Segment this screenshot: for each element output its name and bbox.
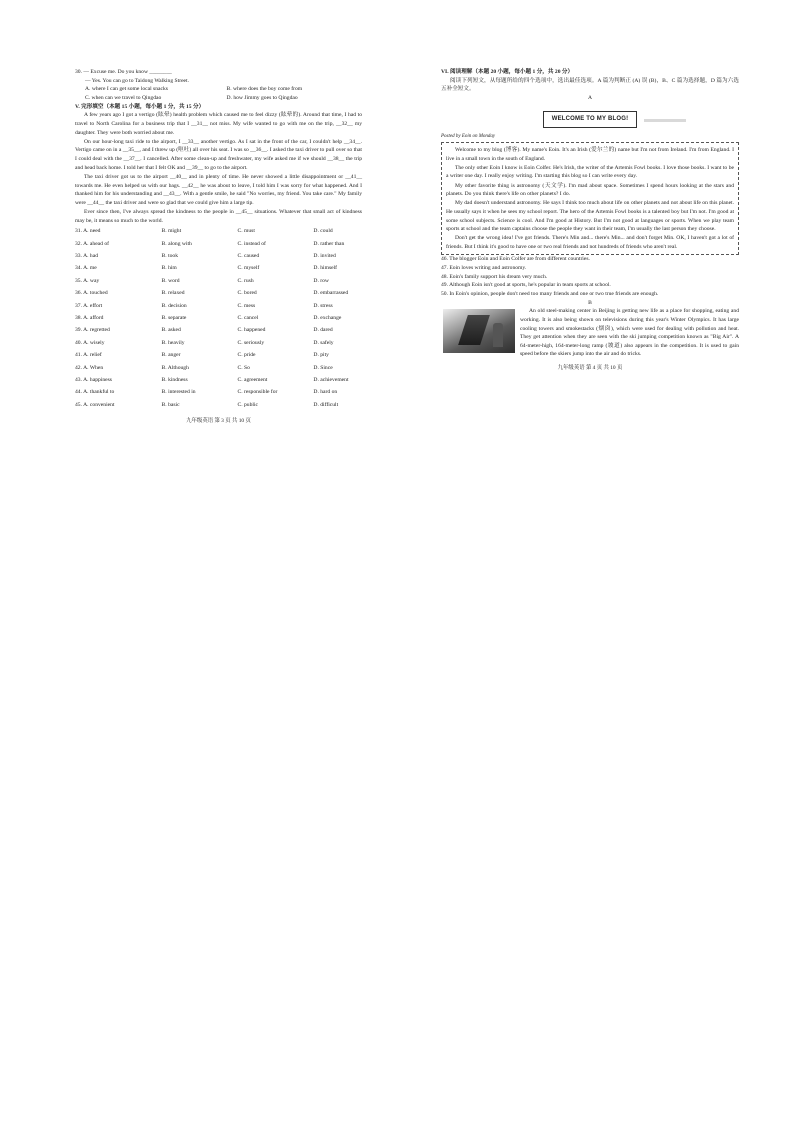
option-choice: B. asked <box>161 327 181 334</box>
big-air-photo <box>443 309 515 353</box>
statement-46: 46. The blogger Eoin and Eoin Colfer are from different countries. <box>441 256 590 263</box>
option-choice: C. agreement <box>237 377 268 383</box>
option-choice: D. could <box>313 228 333 235</box>
option-choice: C. myself <box>237 265 260 272</box>
option-choice: B. him <box>161 265 177 272</box>
blog-paragraph-5: Don't get the wrong idea! I've got friends. There's Min and... there's Min... and don't forget Min. OK, I haven't got a lot of friends. But I think it's good to have one or two real friends and not hundreds of friends who aren't real. <box>446 235 734 251</box>
q30-option-a: A. where I can get some local snacks <box>85 86 168 93</box>
option-row-44 <box>75 388 362 400</box>
option-choice: B. kindness <box>161 377 188 383</box>
cloze-paragraph-1: A few years ago I got a vertigo (眩晕) health problem which caused me to feel dizzy (眩晕的). Around that time, I had to travel to North Carolina for a business trip that I __31__ not miss. My wife wanted to go with me on the trip, __32__ my daughter. They were both worried about me. <box>75 112 362 136</box>
option-choice: 38. A. afford <box>75 315 104 322</box>
passage-a-label: A <box>587 95 593 102</box>
option-row-36 <box>75 289 362 301</box>
section5-heading: V. 完形填空（本题 15 小题，每小题 1 分，共 15 分） <box>75 103 205 110</box>
option-choice: B. relaxed <box>161 290 185 297</box>
cloze-options <box>75 227 362 413</box>
q30-option-d: D. how Jimmy goes to Qingdao <box>226 94 298 101</box>
option-choice: C. So <box>237 364 250 371</box>
option-choice: B. took <box>161 253 179 260</box>
option-choice: C. caused <box>237 253 260 260</box>
section6-heading: VI. 阅读理解（本题 20 小题，每小题 1 分，共 20 分） <box>441 69 574 75</box>
option-row-37 <box>75 302 362 314</box>
option-choice: 43. A. happiness <box>75 377 112 383</box>
option-choice: D. embarrassed <box>313 290 349 297</box>
option-row-31 <box>75 227 362 239</box>
q30-reply: — Yes. You can go to Taidong Walking Street. <box>85 77 189 84</box>
option-choice: B. heavily <box>161 339 185 346</box>
option-choice: C. responsible for <box>237 389 278 396</box>
cooling-tower-shape <box>493 323 503 347</box>
option-row-32 <box>75 240 362 252</box>
blog-paragraph-2: The only other Eoin I know is Eoin Colfer. He's Irish, the writer of the Artemis Fowl books. I love those books. I want to be a writer one day. I really enjoy writing. I'm starting this blog so I can write every day. <box>446 164 734 180</box>
option-choice: B. might <box>161 228 182 235</box>
option-row-39 <box>75 326 362 338</box>
statement-50: 50. In Eoin's opinion, people don't need too many friends and one or two true friends are enough. <box>441 290 659 297</box>
option-choice: 37. A. effort <box>75 302 103 309</box>
option-choice: 36. A. touched <box>75 290 108 297</box>
option-row-43 <box>75 376 362 388</box>
passage-b-label: B <box>588 299 592 306</box>
q30-options <box>75 85 362 102</box>
option-choice: 34. A. me <box>75 265 97 272</box>
option-row-35 <box>75 277 362 289</box>
option-choice: 33. A. had <box>75 253 98 260</box>
cloze-paragraph-2: On our hour-long taxi ride to the airport, I __33__ another vertigo. As I sat in the front of the car, I couldn't help __34__. Vertigo came on in a __35__, and I threw up (呕吐) all over his seat. I was so __36__. I asked the taxi driver to pull over so that I could deal with the __37__. I cancelled. After some clean-up and freshwater, my wife asked me if we should __38__ the trip and head back home. I told her that I felt OK and __39__ to go to the airport. <box>75 138 362 171</box>
option-choice: C. must <box>237 228 255 235</box>
blog-box <box>441 142 739 255</box>
option-choice: C. pride <box>237 352 256 359</box>
ski-ramp-shape <box>458 315 490 345</box>
option-choice: 44. A. thankful to <box>75 389 115 396</box>
option-choice: 41. A. relief <box>75 352 102 359</box>
option-choice: C. public <box>237 401 258 408</box>
option-choice: D. safely <box>313 339 334 346</box>
option-row-38 <box>75 314 362 326</box>
option-choice: D. exchange <box>313 315 342 322</box>
option-row-33 <box>75 252 362 264</box>
option-choice: D. row <box>313 277 329 284</box>
option-row-42 <box>75 364 362 376</box>
option-choice: B. interested in <box>161 389 196 396</box>
option-choice: 39. A. regretted <box>75 327 110 334</box>
option-choice: 40. A. wisely <box>75 339 105 346</box>
option-choice: B. basic <box>161 401 180 408</box>
option-choice: B. word <box>161 277 180 284</box>
option-row-34 <box>75 264 362 276</box>
option-choice: D. invited <box>313 253 336 260</box>
statement-48: 48. Eoin's family support his dream very much. <box>441 273 548 280</box>
option-choice: B. decision <box>161 302 187 309</box>
blog-paragraph-1: Welcome to my blog (博客). My name's Eoin. It's an Irish (爱尔兰的) name but I'm not from Ireland. I'm from England. I live in a small town in the south of England. <box>446 146 734 162</box>
section6-instructions: 阅读下列短文，从每题所给的四个选项中，选出最佳选项。A 篇为判断正 (A) 误 (B)，B、C 篇为选择题，D 篇为六选五补全短文。 <box>441 77 739 93</box>
option-choice: C. bored <box>237 290 257 297</box>
faint-mark <box>644 119 686 122</box>
option-choice: 31. A. need <box>75 228 101 235</box>
blog-banner <box>441 111 739 129</box>
q30-option-b: B. where does the boy come from <box>226 86 303 93</box>
passage-b <box>441 307 739 359</box>
blog-paragraph-4: My dad doesn't understand astronomy. He says I think too much about life on other planets and not about life on this planet. He usually says it when he sees my school report. The hero of the Artemis Fowl books is a talented boy but I'm not. I'm good at some school subjects. Science is cool. And I'm good at History. But I'm not good at languages or sports. When we play team sports at school and the team captains choose the people they want in their team, I'm usually the last person they choose. <box>446 200 734 233</box>
page-footer-right: 九年级英语 第 4 页 共 10 页 <box>557 364 623 371</box>
option-choice: B. anger <box>161 352 181 359</box>
option-choice: D. difficult <box>313 401 339 408</box>
statement-49: 49. Although Eoin isn't good at sports, he's popular in team sports at school. <box>441 282 611 289</box>
cloze-paragraph-4: Ever since then, I've always spread the kindness to the people in __45__ situations. Whatever that small act of kindness may be, it means so much to the world. <box>75 209 362 224</box>
option-choice: D. himself <box>313 265 338 272</box>
option-choice: 35. A. way <box>75 277 100 284</box>
option-choice: C. seriously <box>237 339 265 346</box>
q30-stem: 30. — Excuse me. Do you know ________ <box>75 69 172 75</box>
right-column <box>441 68 739 372</box>
option-row-45 <box>75 401 362 413</box>
option-choice: C. rush <box>237 277 254 284</box>
left-column <box>75 68 362 426</box>
option-choice: B. along with <box>161 240 192 247</box>
statement-47: 47. Eoin loves writing and astronomy. <box>441 264 527 271</box>
cloze-paragraph-3: The taxi driver got us to the airport __40__ and in plenty of time. He never showed a little disappointment or __41__ towards me. He even helped us with our bags. __42__ he was about to leave, I told him I was sorry for what happened. And I thanked him for his understanding and __43__. With a gentle smile, he said "No worries, my friend. You take care." My family were __44__ the taxi driver and were so glad that we could give him a large tip. <box>75 173 362 206</box>
page-footer-left: 九年级英语 第 3 页 共 10 页 <box>186 418 251 425</box>
option-choice: D. pity <box>313 352 329 359</box>
option-choice: D. hard on <box>313 389 338 396</box>
option-choice: B. Although <box>161 364 189 371</box>
option-choice: 45. A. convenient <box>75 401 115 408</box>
option-choice: 32. A. ahead of <box>75 240 110 247</box>
option-choice: D. stress <box>313 302 333 309</box>
option-choice: B. separate <box>161 315 187 322</box>
passage-b-text: An old steel-making center in Beijing is getting new life as a place for shopping, eating and working. It is also being shown on televisions during this year's Winter Olympics. It has large cooling towers and smokestacks (烟囱), which were used for dealing with pollution and heat. They get attention when they are seen with the ski jumping competition known as "Big Air". A 64-meter-high, 164-meter-long ramp (坡道) also appears in the competition. It is used to gain speed before the skiers jump into the air and do tricks. <box>520 308 739 358</box>
option-choice: C. happened <box>237 327 266 334</box>
option-choice: D. achievement <box>313 377 349 383</box>
option-choice: D. rather than <box>313 240 345 247</box>
blog-paragraph-3: My other favorite thing is astronomy (天文学). I'm mad about space. Sometimes I spend hours looking at the stars and planets. Do you think there's life on other planets? I do. <box>446 182 734 198</box>
option-choice: C. cancel <box>237 315 259 322</box>
option-choice: D. dared <box>313 327 333 334</box>
option-row-40 <box>75 339 362 351</box>
option-choice: 42. A. When <box>75 364 104 371</box>
blog-banner-title: WELCOME TO MY BLOG! <box>543 111 638 128</box>
q30-option-c: C. when can we travel to Qingdao <box>85 94 162 101</box>
blog-posted-by: Posted by Eoin on Monday <box>441 134 496 140</box>
option-choice: C. instead of <box>237 240 266 247</box>
option-choice: C. mess <box>237 302 256 309</box>
option-choice: D. Since <box>313 364 333 371</box>
option-row-41 <box>75 351 362 363</box>
